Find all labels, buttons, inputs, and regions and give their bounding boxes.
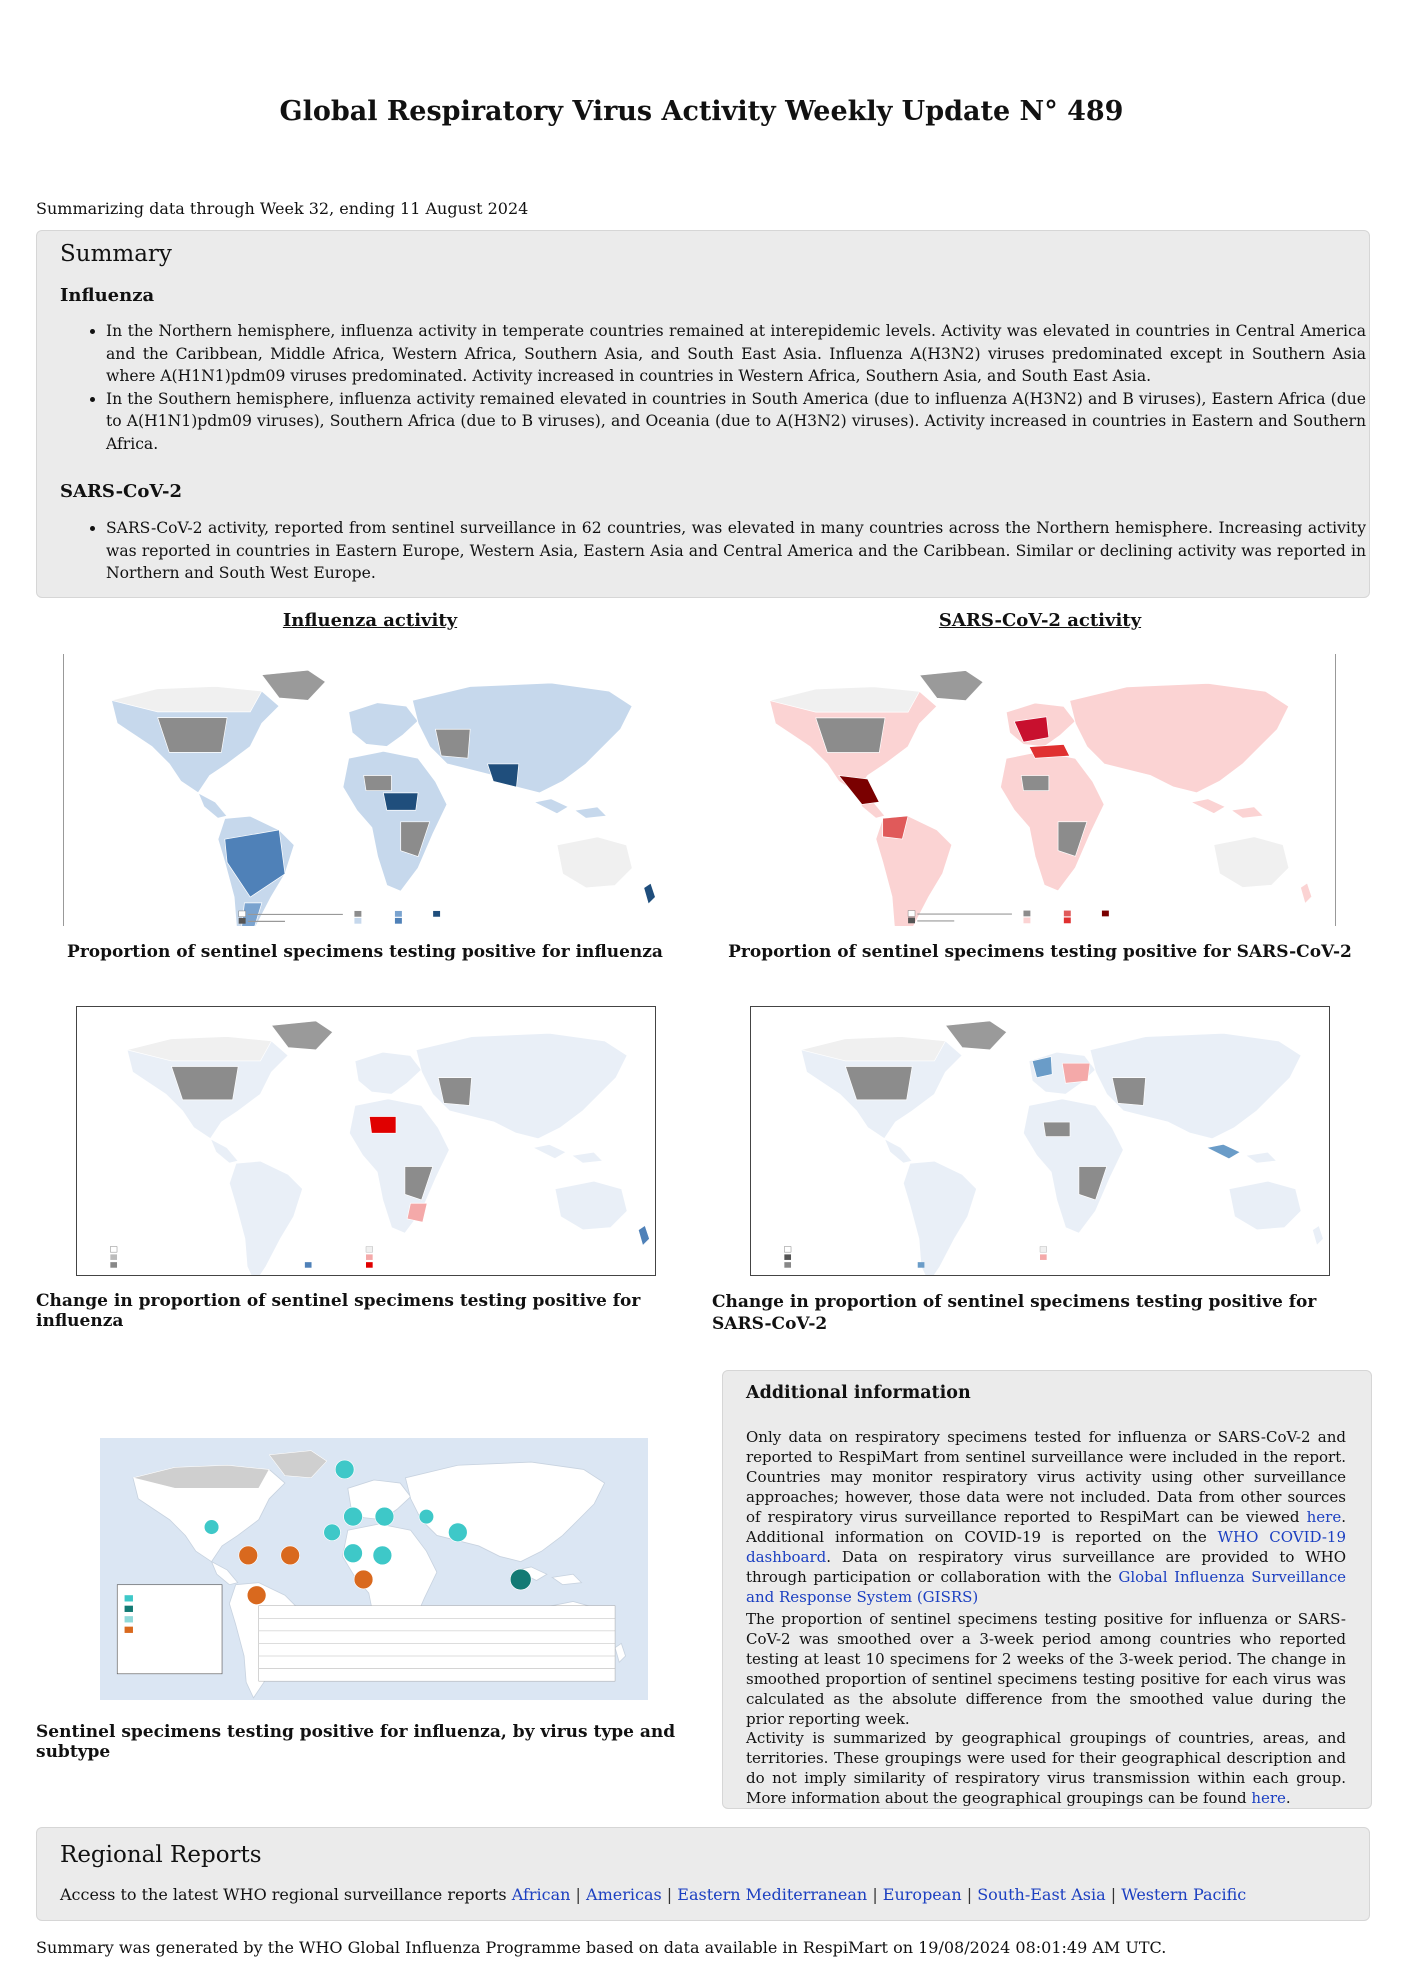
regional-separator: | (1110, 1885, 1117, 1904)
regional-link-eastern-mediterranean[interactable]: Eastern Mediterranean (677, 1885, 868, 1904)
regional-separator: | (872, 1885, 878, 1904)
sars-activity-title: SARS-CoV-2 activity (938, 610, 1142, 631)
info-p1-text-a: Only data on respiratory specimens tested for influenza or SARS-CoV-2 and reported to RespiMart from sentinel surveillance were included in the report. Countries may monitor respiratory virus activity using other surveillance approaches; however, those data were not included. Data from other sources of respiratory virus surveillance reported to RespiMart can be viewed (746, 1428, 1346, 1526)
gisrs-link[interactable]: Global Influenza Surveillance and Response System (GISRS) (746, 1568, 1346, 1606)
sars-heading: SARS-CoV-2 (60, 481, 183, 502)
sars-bullet: • SARS-CoV-2 activity, reported from sentinel surveillance in 62 countries, was elevated in many countries across the Northern hemisphere. Increasing activity was reported in countries in Eastern Europe, Western Asia, Eastern Asia and Central America and the Caribbean. Similar or declining activity was reported in Northern and South West Europe. (106, 517, 1366, 585)
info-p3-text-b: . (1285, 1789, 1291, 1807)
sars-positivity-map-svg (735, 654, 1335, 926)
sars-positivity-caption: Proportion of sentinel specimens testing positive for SARS-CoV-2 (728, 942, 1352, 962)
additional-info-box (722, 1370, 1372, 1809)
info-p1-text-c: . Data on respiratory virus surveillance are provided to WHO through participation or collaboration with the (746, 1548, 1346, 1586)
regional-separator: | (575, 1885, 581, 1904)
influenza-activity-title: Influenza activity (282, 610, 458, 631)
regional-link-americas[interactable]: Americas (586, 1885, 662, 1904)
subtype-legend (117, 1585, 222, 1674)
sars-change-map (750, 1006, 1330, 1276)
influenza-positivity-map-svg (64, 654, 668, 926)
regional-separator: | (966, 1885, 973, 1904)
influenza-positivity-legend (239, 911, 440, 924)
summary-box (36, 230, 1370, 598)
influenza-subtype-map (100, 1438, 648, 1700)
regional-link-south-east-asia[interactable]: South-East Asia (977, 1885, 1106, 1904)
info-p1-text-b: . Additional information on COVID-19 is reported on the (746, 1508, 1346, 1546)
regional-reports-line (60, 1885, 1246, 1904)
sars-bullets (60, 517, 1366, 585)
sars-change-map-svg (751, 1007, 1329, 1275)
subtype-table (259, 1606, 615, 1681)
regional-separator: | (666, 1885, 673, 1904)
additional-info-paragraph-2: The proportion of sentinel specimens testing positive for influenza or SARS-CoV-2 was smoothed over a 3-week period among countries who reported testing at least 10 specimens for 2 weeks of the 3-week period. The change in smoothed proportion of sentinel specimens testing positive for each virus was calculated as the absolute difference from the smoothed value during the prior reporting week. (746, 1610, 1346, 1728)
influenza-change-legend (110, 1247, 372, 1268)
reporting-period: Summarizing data through Week 32, ending 11 August 2024 (36, 199, 529, 218)
regional-link-african[interactable]: African (511, 1885, 571, 1904)
regional-link-european[interactable]: European (882, 1885, 962, 1904)
info-p3-text-a: Activity is summarized by geographical groupings of countries, areas, and territories. These groupings were used for their geographical description and do not imply similarity of respiratory virus transmission within each group. More information about the geographical groupings can be found (746, 1729, 1346, 1807)
additional-info-paragraph-3 (746, 1728, 1346, 1808)
influenza-change-caption: Change in proportion of sentinel specimens testing positive for influenza (36, 1291, 641, 1331)
sars-positivity-map (735, 654, 1336, 926)
page-title: Global Respiratory Virus Activity Weekly Update N° 489 (279, 96, 1124, 127)
sars-positivity-legend (908, 911, 1109, 924)
influenza-change-map (76, 1006, 656, 1276)
influenza-bullet-south: • In the Southern hemisphere, influenza activity remained elevated in countries in South America (due to influenza A(H3N2) and B viruses), Eastern Africa (due to A(H1N1)pdm09 viruses), Southern Africa (due to B viruses), and Oceania (due to A(H3N2) viruses). Activity increased in countries in Eastern and Southern Africa. (106, 388, 1366, 456)
additional-info-paragraph-1 (746, 1427, 1346, 1607)
influenza-positivity-map (63, 654, 668, 926)
additional-info-heading: Additional information (746, 1383, 971, 1403)
influenza-subtype-caption: Sentinel specimens testing positive for influenza, by virus type and subtype (36, 1722, 676, 1762)
respimart-data-link[interactable]: here (1306, 1508, 1342, 1526)
influenza-change-map-svg (77, 1007, 655, 1275)
sars-change-caption: Change in proportion of sentinel specimens testing positive for SARS-CoV-2 (712, 1292, 1317, 1334)
regional-link-western-pacific[interactable]: Western Pacific (1121, 1885, 1247, 1904)
influenza-bullets (60, 320, 1366, 455)
regional-reports-heading: Regional Reports (60, 1842, 262, 1868)
influenza-bullet-north: • In the Northern hemisphere, influenza activity in temperate countries remained at interepidemic levels. Activity was elevated in countries in Central America and the Caribbean, Middle Africa, Western Africa, Southern Asia, and South East Asia. Influenza A(H3N2) viruses predominated except in Southern Asia where A(H1N1)pdm09 viruses predominated. Activity increased in countries in Western Africa, Southern Asia, and South East Asia. (106, 320, 1366, 388)
summary-heading: Summary (60, 241, 172, 267)
covid-dashboard-link[interactable]: WHO COVID-19 dashboard (746, 1528, 1346, 1566)
influenza-heading: Influenza (60, 285, 155, 306)
regional-intro: Access to the latest WHO regional surveillance reports (60, 1885, 507, 1904)
influenza-subtype-map-svg (100, 1438, 648, 1700)
sars-change-legend (784, 1247, 1046, 1268)
footer-generated-note: Summary was generated by the WHO Global Influenza Programme based on data available in RespiMart on 19/08/2024 08:01:49 AM UTC. (36, 1938, 1167, 1957)
regional-reports-box (36, 1827, 1370, 1921)
influenza-positivity-caption: Proportion of sentinel specimens testing positive for influenza (67, 942, 663, 962)
geographical-groupings-link[interactable]: here (1251, 1789, 1286, 1807)
